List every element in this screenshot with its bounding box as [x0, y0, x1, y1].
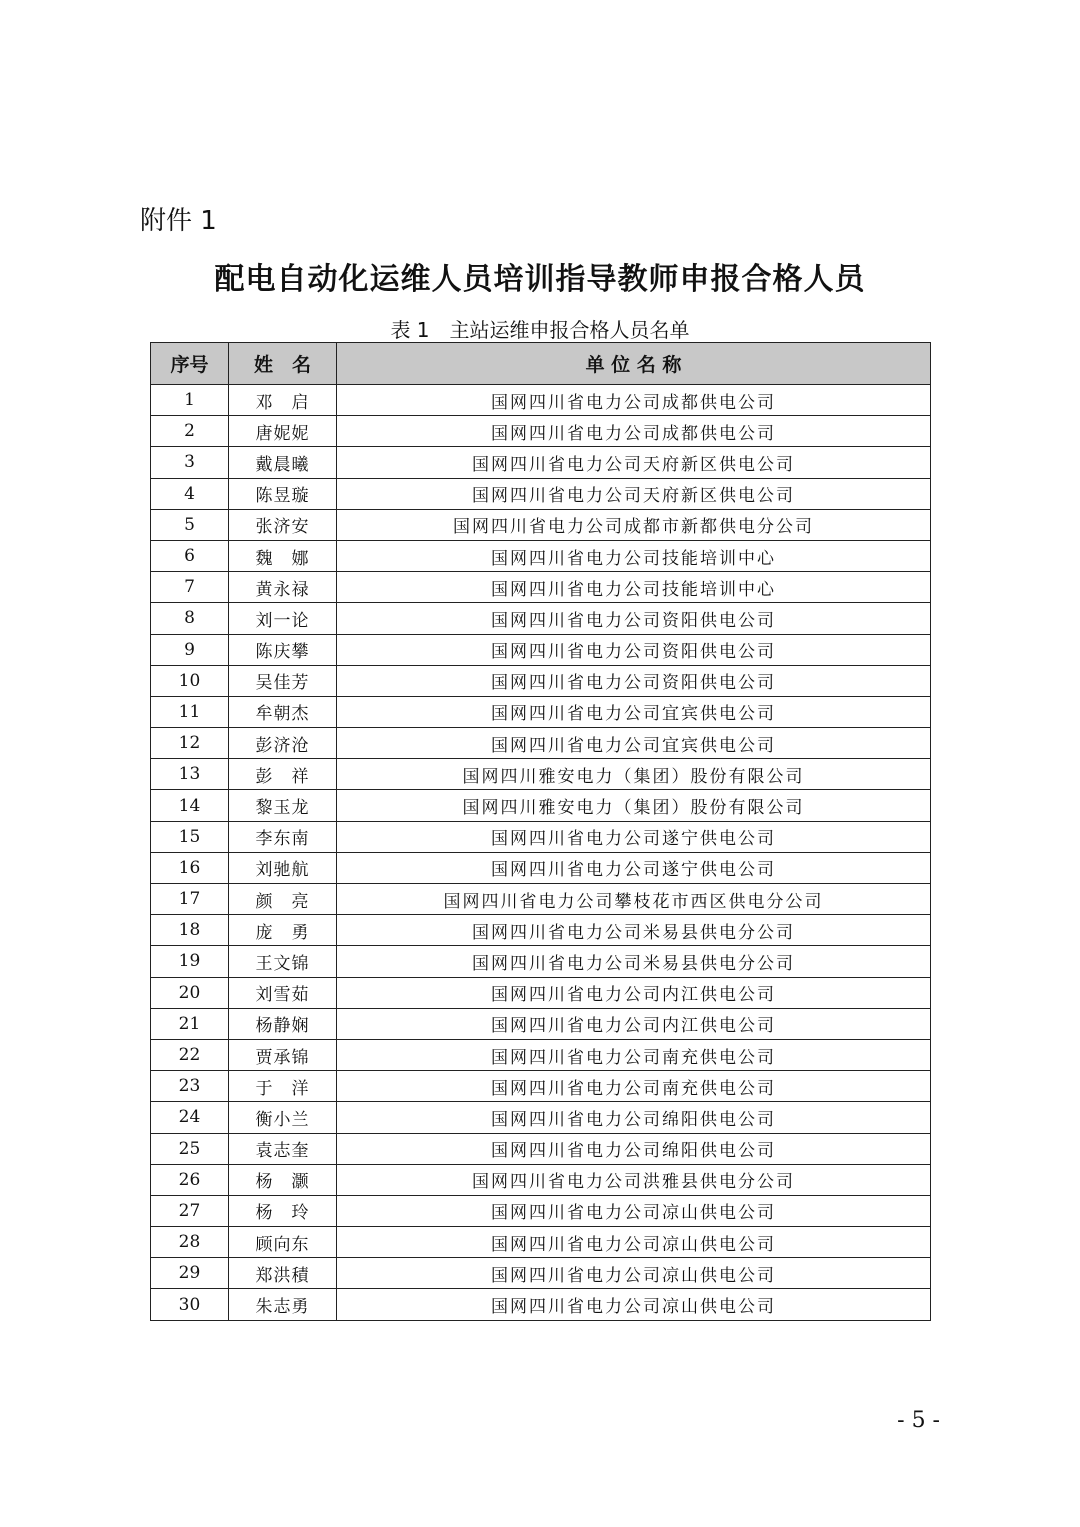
- cell-name: 顾向东: [229, 1227, 337, 1258]
- cell-organization: 国网四川省电力公司遂宁供电公司: [337, 852, 931, 883]
- table-row: [151, 665, 931, 696]
- cell-organization: 国网四川省电力公司成都市新都供电分公司: [337, 509, 931, 540]
- cell-name: 唐妮妮: [229, 416, 337, 447]
- table-row: [151, 572, 931, 603]
- table-row: [151, 821, 931, 852]
- table-row: [151, 696, 931, 727]
- cell-organization: 国网四川雅安电力（集团）股份有限公司: [337, 759, 931, 790]
- cell-serial-number: 23: [151, 1071, 229, 1102]
- cell-name: 刘雪茹: [229, 977, 337, 1008]
- table-row: [151, 1289, 931, 1320]
- cell-organization: 国网四川省电力公司绵阳供电公司: [337, 1133, 931, 1164]
- table-row: [151, 540, 931, 571]
- cell-serial-number: 10: [151, 665, 229, 696]
- cell-name: 杨 灏: [229, 1164, 337, 1195]
- cell-serial-number: 16: [151, 852, 229, 883]
- cell-organization: 国网四川省电力公司天府新区供电公司: [337, 478, 931, 509]
- cell-organization: 国网四川省电力公司技能培训中心: [337, 540, 931, 571]
- cell-organization: 国网四川省电力公司成都供电公司: [337, 385, 931, 416]
- cell-serial-number: 22: [151, 1039, 229, 1070]
- cell-serial-number: 13: [151, 759, 229, 790]
- cell-name: 李东南: [229, 821, 337, 852]
- cell-organization: 国网四川省电力公司资阳供电公司: [337, 665, 931, 696]
- cell-organization: 国网四川雅安电力（集团）股份有限公司: [337, 790, 931, 821]
- table-row: [151, 728, 931, 759]
- cell-organization: 国网四川省电力公司凉山供电公司: [337, 1195, 931, 1226]
- cell-name: 衡小兰: [229, 1102, 337, 1133]
- cell-serial-number: 5: [151, 509, 229, 540]
- table-row: [151, 1164, 931, 1195]
- cell-serial-number: 30: [151, 1289, 229, 1320]
- table-row: [151, 946, 931, 977]
- table-body: [151, 385, 931, 1321]
- table-row: [151, 478, 931, 509]
- cell-organization: 国网四川省电力公司南充供电公司: [337, 1039, 931, 1070]
- cell-serial-number: 8: [151, 603, 229, 634]
- cell-name: 刘一论: [229, 603, 337, 634]
- table-row: [151, 634, 931, 665]
- cell-serial-number: 15: [151, 821, 229, 852]
- cell-serial-number: 24: [151, 1102, 229, 1133]
- table-caption: [0, 314, 1080, 343]
- cell-serial-number: 3: [151, 447, 229, 478]
- cell-name: 郑洪積: [229, 1258, 337, 1289]
- cell-serial-number: 25: [151, 1133, 229, 1164]
- cell-name: 张济安: [229, 509, 337, 540]
- table-header-row: [151, 343, 931, 385]
- cell-name: 袁志奎: [229, 1133, 337, 1164]
- header-serial-number: 序号: [151, 343, 229, 385]
- cell-serial-number: 14: [151, 790, 229, 821]
- cell-organization: 国网四川省电力公司天府新区供电公司: [337, 447, 931, 478]
- cell-name: 魏 娜: [229, 540, 337, 571]
- header-name: 姓 名: [229, 343, 337, 385]
- cell-serial-number: 12: [151, 728, 229, 759]
- cell-name: 刘驰航: [229, 852, 337, 883]
- cell-serial-number: 2: [151, 416, 229, 447]
- cell-organization: 国网四川省电力公司凉山供电公司: [337, 1258, 931, 1289]
- cell-name: 黎玉龙: [229, 790, 337, 821]
- cell-organization: 国网四川省电力公司内江供电公司: [337, 977, 931, 1008]
- cell-serial-number: 9: [151, 634, 229, 665]
- cell-name: 彭 祥: [229, 759, 337, 790]
- table-row: [151, 884, 931, 915]
- cell-serial-number: 19: [151, 946, 229, 977]
- cell-organization: 国网四川省电力公司南充供电公司: [337, 1071, 931, 1102]
- cell-organization: 国网四川省电力公司遂宁供电公司: [337, 821, 931, 852]
- cell-serial-number: 6: [151, 540, 229, 571]
- cell-name: 戴晨曦: [229, 447, 337, 478]
- table-row: [151, 790, 931, 821]
- page-number: - 5 -: [897, 1408, 940, 1433]
- table-row: [151, 603, 931, 634]
- table-row: [151, 416, 931, 447]
- cell-name: 朱志勇: [229, 1289, 337, 1320]
- cell-organization: 国网四川省电力公司技能培训中心: [337, 572, 931, 603]
- table-row: [151, 447, 931, 478]
- cell-organization: 国网四川省电力公司资阳供电公司: [337, 634, 931, 665]
- cell-name: 庞 勇: [229, 915, 337, 946]
- cell-name: 于 洋: [229, 1071, 337, 1102]
- table-row: [151, 759, 931, 790]
- cell-name: 颜 亮: [229, 884, 337, 915]
- table-row: [151, 1008, 931, 1039]
- attachment-label: 附件 1: [140, 206, 217, 236]
- table-row: [151, 1102, 931, 1133]
- table-row: [151, 977, 931, 1008]
- document-title: 配电自动化运维人员培训指导教师申报合格人员: [214, 262, 866, 297]
- header-organization: 单 位 名 称: [337, 343, 931, 385]
- cell-serial-number: 18: [151, 915, 229, 946]
- cell-name: 彭济沧: [229, 728, 337, 759]
- cell-serial-number: 11: [151, 696, 229, 727]
- cell-serial-number: 17: [151, 884, 229, 915]
- cell-name: 杨静娴: [229, 1008, 337, 1039]
- table-row: [151, 1039, 931, 1070]
- cell-serial-number: 7: [151, 572, 229, 603]
- cell-name: 陈昱璇: [229, 478, 337, 509]
- table-row: [151, 385, 931, 416]
- cell-name: 邓 启: [229, 385, 337, 416]
- cell-serial-number: 26: [151, 1164, 229, 1195]
- cell-organization: 国网四川省电力公司成都供电公司: [337, 416, 931, 447]
- cell-organization: 国网四川省电力公司凉山供电公司: [337, 1227, 931, 1258]
- cell-name: 陈庆攀: [229, 634, 337, 665]
- table-row: [151, 1227, 931, 1258]
- cell-serial-number: 29: [151, 1258, 229, 1289]
- cell-organization: 国网四川省电力公司攀枝花市西区供电分公司: [337, 884, 931, 915]
- cell-organization: 国网四川省电力公司洪雅县供电分公司: [337, 1164, 931, 1195]
- cell-organization: 国网四川省电力公司资阳供电公司: [337, 603, 931, 634]
- cell-name: 王文锦: [229, 946, 337, 977]
- cell-serial-number: 27: [151, 1195, 229, 1226]
- cell-organization: 国网四川省电力公司绵阳供电公司: [337, 1102, 931, 1133]
- cell-organization: 国网四川省电力公司米易县供电分公司: [337, 946, 931, 977]
- cell-serial-number: 21: [151, 1008, 229, 1039]
- table-caption-text: 表 1 主站运维申报合格人员名单: [390, 318, 690, 342]
- cell-serial-number: 1: [151, 385, 229, 416]
- cell-name: 吴佳芳: [229, 665, 337, 696]
- cell-serial-number: 28: [151, 1227, 229, 1258]
- cell-name: 牟朝杰: [229, 696, 337, 727]
- qualified-personnel-table: [150, 342, 931, 1321]
- cell-name: 贾承锦: [229, 1039, 337, 1070]
- cell-name: 杨 玲: [229, 1195, 337, 1226]
- cell-organization: 国网四川省电力公司宜宾供电公司: [337, 728, 931, 759]
- cell-organization: 国网四川省电力公司凉山供电公司: [337, 1289, 931, 1320]
- cell-serial-number: 20: [151, 977, 229, 1008]
- table-row: [151, 1133, 931, 1164]
- cell-organization: 国网四川省电力公司米易县供电分公司: [337, 915, 931, 946]
- table-row: [151, 852, 931, 883]
- table-row: [151, 1195, 931, 1226]
- table-row: [151, 509, 931, 540]
- cell-organization: 国网四川省电力公司内江供电公司: [337, 1008, 931, 1039]
- cell-name: 黄永禄: [229, 572, 337, 603]
- table-row: [151, 1071, 931, 1102]
- cell-organization: 国网四川省电力公司宜宾供电公司: [337, 696, 931, 727]
- table-row: [151, 915, 931, 946]
- table-row: [151, 1258, 931, 1289]
- cell-serial-number: 4: [151, 478, 229, 509]
